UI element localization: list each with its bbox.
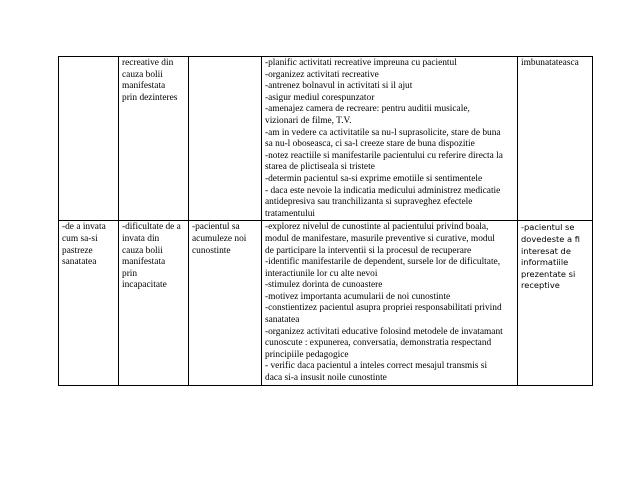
cell-line: cunostinte: [192, 245, 231, 256]
cell-line: -notez reactiile si manifestarile pacientului cu referire directa la: [265, 150, 503, 161]
cell-line: antidepresiva sau tranchilizanta si supraveghez efectele: [265, 197, 473, 208]
objective-cell: [189, 57, 262, 221]
table-row: [59, 57, 593, 221]
cell-line: -dificultate de a: [122, 222, 181, 233]
cell-line: imbunatateasca: [521, 58, 579, 68]
problem-cell: [119, 221, 189, 385]
cell-line: daca si-a insusit noile cunostinte: [265, 373, 387, 384]
cell-line: -am in vedere ca activitatile sa nu-l suprasolicite, stare de buna: [265, 127, 501, 138]
cell-line: -stimulez dorinta de cunoastere: [265, 280, 383, 291]
cell-line: -explorez nivelul de cunostinte al pacientului privind boala,: [265, 222, 489, 233]
cell-line: -de a invata: [62, 222, 106, 233]
cell-line: -motivez importanta acumularii de noi cunostinte: [265, 291, 451, 302]
objective-cell: [189, 221, 262, 385]
interventions-cell: [262, 57, 518, 221]
cell-line: prezentate si: [521, 268, 576, 279]
cell-line: recreative din: [122, 58, 174, 68]
cell-line: interesat de: [521, 245, 571, 256]
evaluation-cell: [518, 57, 593, 221]
cell-line: tratamentului: [265, 208, 315, 219]
cell-line: de participare la interventii si la procesul de recuperare: [265, 245, 472, 256]
cell-line: sa nu-l oboseasca, ci sa-l creeze stare de buna dispozitie: [265, 139, 475, 150]
cell-line: modul de manifestare, masurile preventive si curative, modul: [265, 233, 495, 244]
cell-line: - verific daca pacientul a inteles correct mesajul transmis si: [265, 361, 488, 372]
need-cell: [59, 57, 119, 221]
nursing-care-table: [58, 56, 593, 386]
cell-line: prin dezinteres: [122, 92, 178, 103]
cell-line: -antrenez bolnavul in activitati si il ajut: [265, 81, 413, 92]
cell-line: sanatatea: [265, 315, 300, 326]
cell-line: -amenajez camera de recreare: pentru auditii musicale,: [265, 104, 470, 115]
cell-line: pastreze: [62, 245, 93, 256]
cell-line: cauza bolii: [122, 69, 163, 80]
cell-line: -organizez activitati recreative: [265, 69, 379, 80]
cell-line: informatiile: [521, 257, 569, 268]
cell-line: manifestata: [122, 81, 166, 92]
cell-line: starea de plictiseala si tristete: [265, 162, 375, 173]
cell-line: -determin pacientul sa-si exprime emotiile si sentimentele: [265, 173, 483, 184]
cell-line: cum sa-si: [62, 233, 98, 244]
cell-line: -pacientul sa: [192, 222, 240, 233]
cell-line: -asigur mediul corespunzator: [265, 92, 375, 103]
table-row: [59, 221, 593, 385]
cell-line: incapacitate: [122, 280, 167, 291]
interventions-cell: [262, 221, 518, 385]
cell-line: -pacientul se: [521, 222, 575, 233]
cell-line: - daca este nevoie la indicatia medicului administrez medicatie: [265, 185, 501, 196]
cell-line: -identific manifestarile de dependent, sursele lor de dificultate,: [265, 257, 501, 268]
cell-line: -organizez activitati educative folosind metodele de invatamant: [265, 326, 503, 337]
cell-line: sanatatea: [62, 257, 97, 268]
cell-line: interactiunile lor cu alte nevoi: [265, 268, 378, 279]
cell-line: vizionari de filme, T.V.: [265, 115, 352, 126]
cell-line: dovedeste a fi: [521, 233, 580, 244]
cell-line: principiile pedagogice: [265, 349, 349, 360]
cell-line: invata din: [122, 233, 160, 244]
cell-line: manifestata: [122, 257, 166, 268]
cell-line: prin: [122, 268, 138, 279]
cell-line: acumuleze noi: [192, 233, 247, 244]
cell-line: receptive: [521, 280, 560, 291]
cell-line: -constientizez pacientul asupra propriei responsabilitati privind: [265, 303, 502, 314]
evaluation-cell: [518, 221, 593, 385]
problem-cell: [119, 57, 189, 221]
cell-line: cunoscute : expunerea, conversatia, demonstratia respectand: [265, 338, 492, 349]
cell-line: cauza bolii: [122, 245, 163, 256]
need-cell: [59, 221, 119, 385]
cell-line: -planific activitati recreative impreuna cu pacientul: [265, 58, 457, 68]
